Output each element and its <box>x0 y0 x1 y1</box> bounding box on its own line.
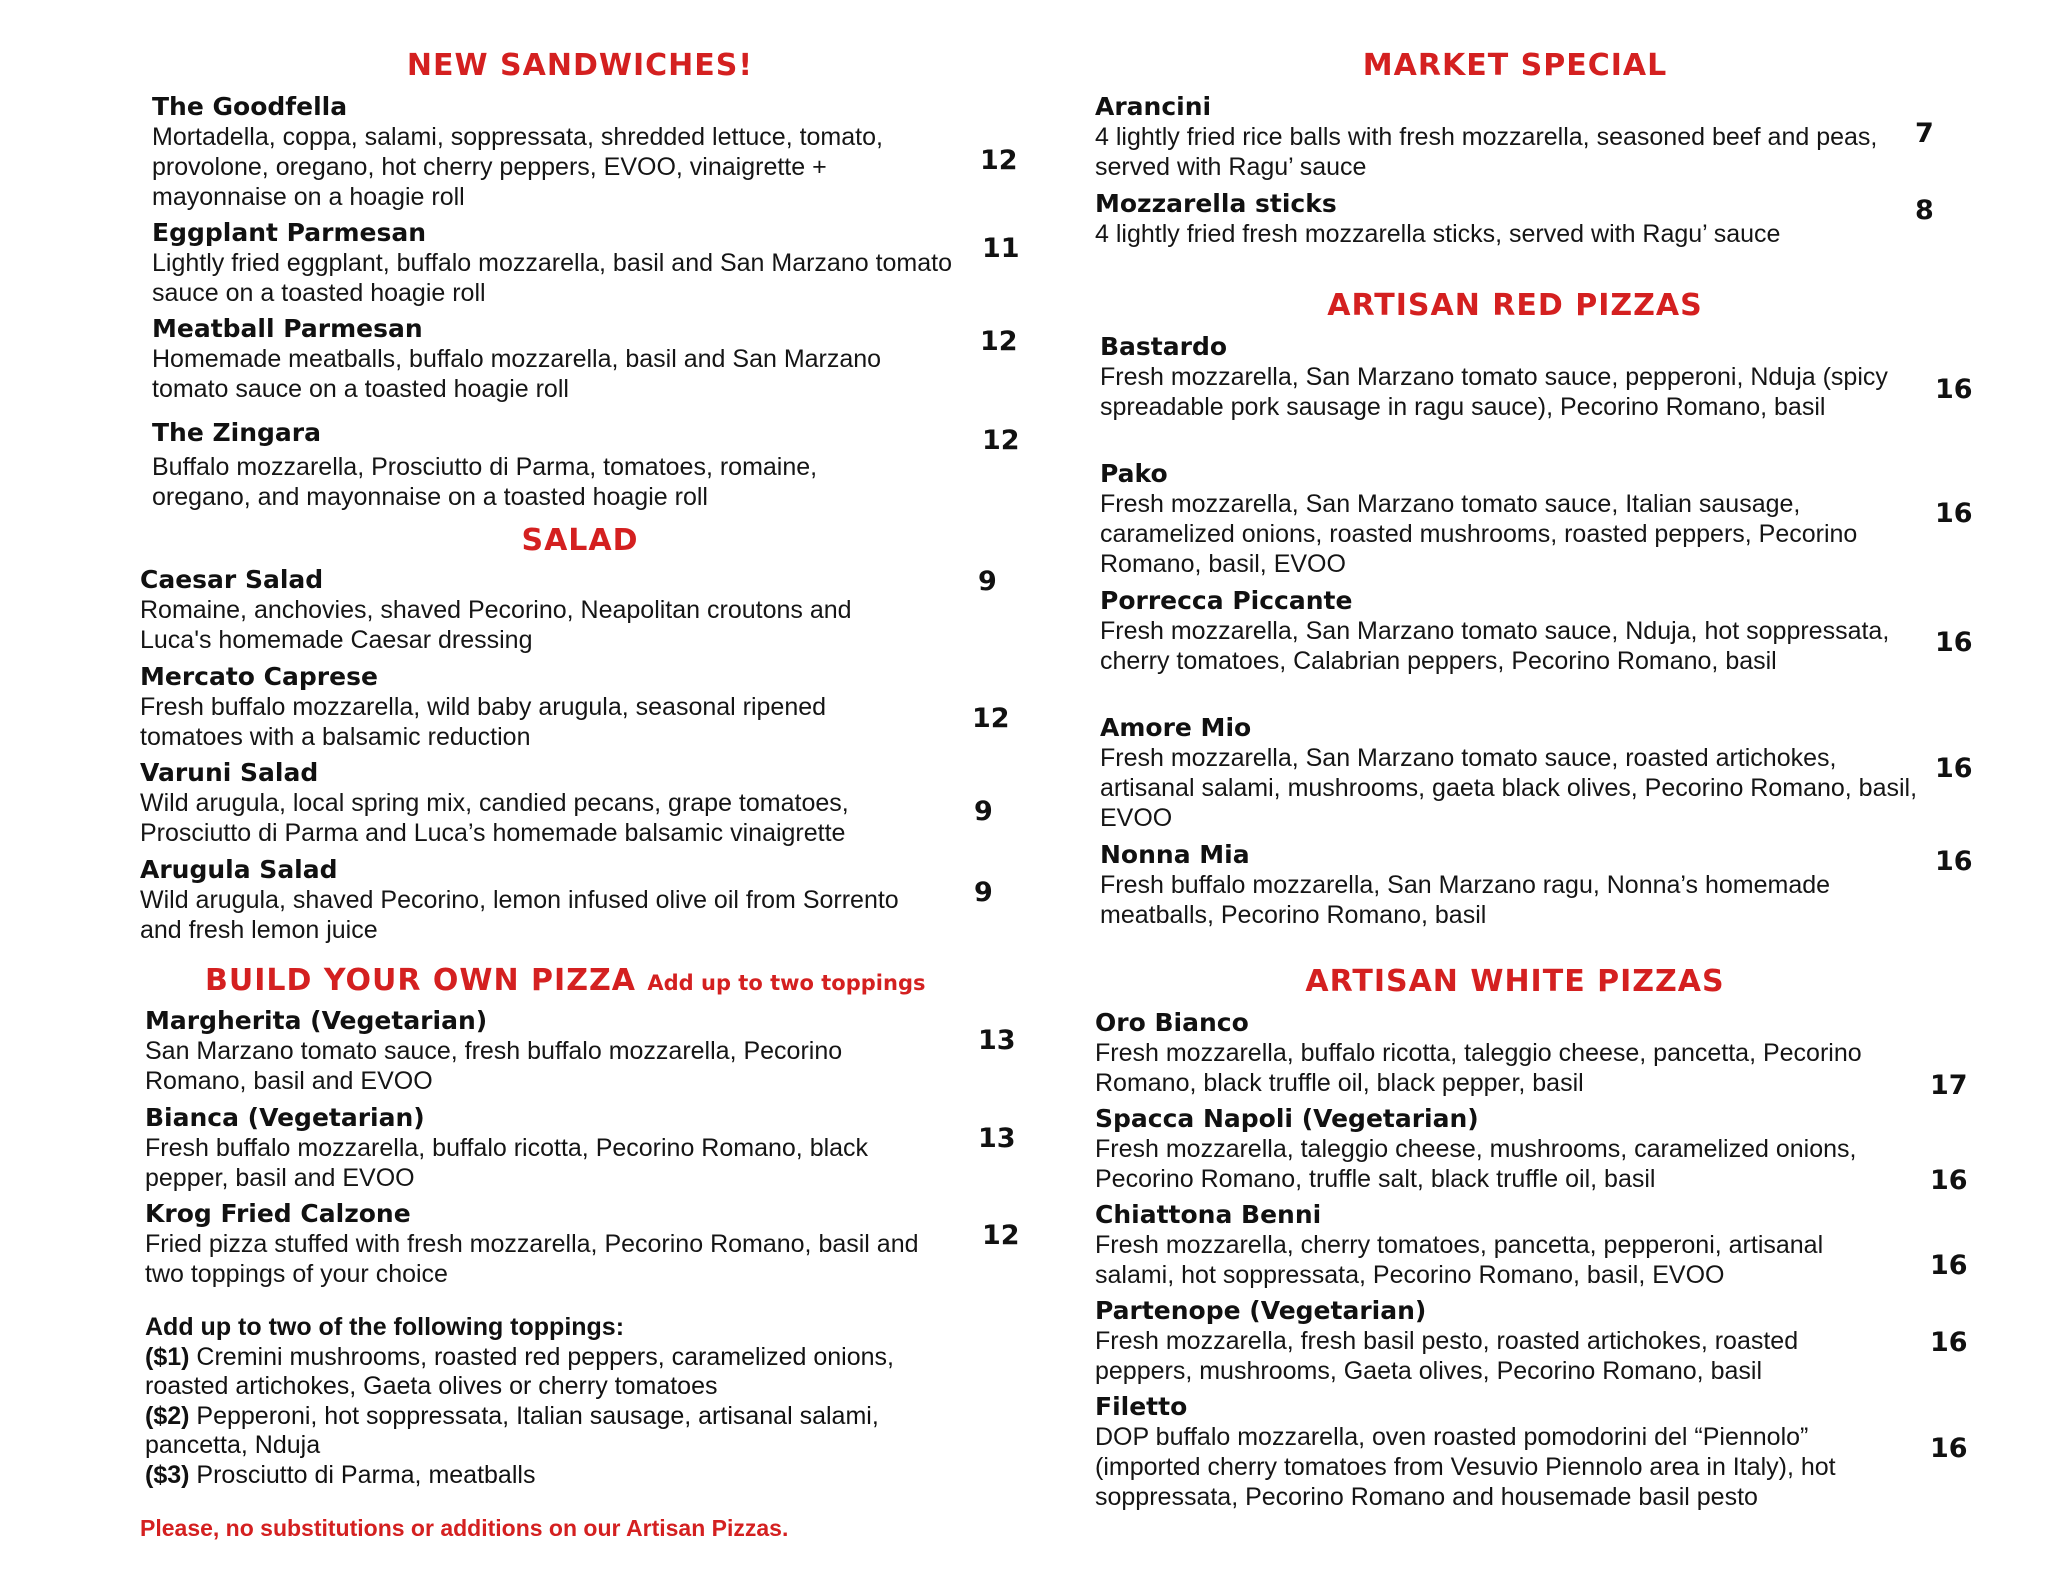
item-name: Arugula Salad <box>140 855 338 884</box>
item-name: Mozzarella sticks <box>1095 189 1337 218</box>
item-price: 16 <box>1935 498 1973 529</box>
item-price: 13 <box>978 1123 1016 1154</box>
menu-item <box>152 218 952 308</box>
item-description: DOP buffalo mozzarella, oven roasted pomodorini del “Piennolo” (imported cherry tomatoes from Vesuvio Piennolo area in Italy), hot soppressata, Pecorino Romano and housemade basil pesto <box>1095 1423 1836 1511</box>
menu-item <box>1095 1296 1875 1386</box>
topping-price: ($3) <box>145 1460 190 1489</box>
item-description: Homemade meatballs, buffalo mozzarella, basil and San Marzano tomato sauce on a toasted hoagie roll <box>152 345 882 403</box>
menu-item <box>1100 840 1880 930</box>
item-name: Chiattona Benni <box>1095 1200 1322 1229</box>
item-price: 13 <box>978 1025 1016 1056</box>
red-pizzas-heading: ARTISAN RED PIZZAS <box>1327 288 1703 323</box>
menu-item <box>140 565 920 655</box>
item-price: 9 <box>974 877 993 908</box>
white-pizzas-heading: ARTISAN WHITE PIZZAS <box>1305 964 1725 999</box>
menu-item <box>1100 713 1920 833</box>
build-pizza-title: BUILD YOUR OWN PIZZA <box>205 963 636 998</box>
item-price: 12 <box>980 326 1018 357</box>
menu-item <box>1100 459 1920 579</box>
item-description: Fresh buffalo mozzarella, San Marzano ragu, Nonna’s homemade meatballs, Pecorino Romano, basil <box>1100 871 1831 929</box>
item-description: 4 lightly fried fresh mozzarella sticks, served with Ragu’ sauce <box>1095 220 1781 248</box>
item-name: Arancini <box>1095 92 1212 121</box>
item-name: Eggplant Parmesan <box>152 218 427 247</box>
item-name: Porrecca Piccante <box>1100 586 1353 615</box>
topping-options: Pepperoni, hot soppressata, Italian sausage, artisanal salami, pancetta, Nduja <box>145 1401 879 1459</box>
item-description: Fresh mozzarella, San Marzano tomato sauce, pepperoni, Nduja (spicy spreadable pork sausage in ragu sauce), Pecorino Romano, basil <box>1100 363 1888 421</box>
item-description: Wild arugula, shaved Pecorino, lemon infused olive oil from Sorrento and fresh lemon juice <box>140 886 899 944</box>
item-description: Fresh mozzarella, San Marzano tomato sauce, Italian sausage, caramelized onions, roasted mushrooms, roasted peppers, Pecorino Romano, basil, EVOO <box>1100 490 1858 578</box>
menu-item <box>1095 1392 1865 1512</box>
build-pizza-subtitle: Add up to two toppings <box>647 971 926 995</box>
item-price: 17 <box>1930 1070 1968 1101</box>
item-name: Partenope (Vegetarian) <box>1095 1296 1427 1325</box>
item-price: 16 <box>1935 753 1973 784</box>
item-description: Fried pizza stuffed with fresh mozzarella, Pecorino Romano, basil and two toppings of your choice <box>145 1230 919 1288</box>
menu-item <box>152 92 962 212</box>
item-description: Fresh mozzarella, San Marzano tomato sauce, roasted artichokes, artisanal salami, mushrooms, gaeta black olives, Pecorino Romano, basil, EVOO <box>1100 744 1918 832</box>
item-description: Fresh mozzarella, fresh basil pesto, roasted artichokes, roasted peppers, mushrooms, Gaeta olives, Pecorino Romano, basil <box>1095 1327 1799 1385</box>
item-price: 16 <box>1930 1250 1968 1281</box>
topping-options: Prosciutto di Parma, meatballs <box>196 1460 536 1489</box>
item-description: San Marzano tomato sauce, fresh buffalo mozzarella, Pecorino Romano, basil and EVOO <box>145 1037 843 1095</box>
item-description: Mortadella, coppa, salami, soppressata, shredded lettuce, tomato, provolone, oregano, hot cherry peppers, EVOO, vinaigrette + mayonnaise on a hoagie roll <box>152 123 883 211</box>
topping-tier <box>145 1461 935 1491</box>
item-price: 11 <box>982 233 1020 264</box>
toppings-heading: Add up to two of the following toppings: <box>145 1313 625 1341</box>
menu-item <box>140 758 930 848</box>
item-price: 16 <box>1930 1327 1968 1358</box>
item-name: Filetto <box>1095 1392 1188 1421</box>
topping-tier <box>145 1343 935 1402</box>
menu-item <box>145 1199 935 1289</box>
item-price: 12 <box>980 145 1018 176</box>
item-description: Fresh mozzarella, taleggio cheese, mushrooms, caramelized onions, Pecorino Romano, truffle salt, black truffle oil, basil <box>1095 1135 1857 1193</box>
menu-item <box>145 1103 925 1193</box>
item-name: Bastardo <box>1100 332 1228 361</box>
item-name: Oro Bianco <box>1095 1008 1249 1037</box>
build-pizza-heading <box>205 963 925 998</box>
menu-item <box>145 1006 925 1096</box>
sandwiches-heading: NEW SANDWICHES! <box>406 48 754 83</box>
item-name: The Goodfella <box>152 92 348 121</box>
item-description: Romaine, anchovies, shaved Pecorino, Neapolitan croutons and Luca's homemade Caesar dressing <box>140 596 852 654</box>
item-description: Fresh mozzarella, buffalo ricotta, taleggio cheese, pancetta, Pecorino Romano, black truffle oil, black pepper, basil <box>1095 1039 1862 1097</box>
item-description: Fresh mozzarella, cherry tomatoes, pancetta, pepperoni, artisanal salami, hot soppressata, Pecorino Romano, basil, EVOO <box>1095 1231 1824 1289</box>
item-name: Meatball Parmesan <box>152 314 423 343</box>
item-name: Spacca Napoli (Vegetarian) <box>1095 1104 1479 1133</box>
item-price: 16 <box>1930 1433 1968 1464</box>
item-price: 16 <box>1935 374 1973 405</box>
no-substitutions-note: Please, no substitutions or additions on our Artisan Pizzas. <box>140 1515 789 1541</box>
item-description: Buffalo mozzarella, Prosciutto di Parma, tomatoes, romaine, oregano, and mayonnaise on a toasted hoagie roll <box>152 453 818 511</box>
salad-heading: SALAD <box>521 523 639 558</box>
toppings-list <box>145 1313 935 1490</box>
menu-item <box>1100 332 1910 422</box>
item-price: 9 <box>978 566 997 597</box>
item-name: Bianca (Vegetarian) <box>145 1103 425 1132</box>
item-price: 8 <box>1915 195 1934 226</box>
topping-options: Cremini mushrooms, roasted red peppers, caramelized onions, roasted artichokes, Gaeta olives or cherry tomatoes <box>145 1342 894 1400</box>
item-description: Lightly fried eggplant, buffalo mozzarella, basil and San Marzano tomato sauce on a toasted hoagie roll <box>152 249 953 307</box>
item-name: Krog Fried Calzone <box>145 1199 411 1228</box>
item-price: 16 <box>1935 627 1973 658</box>
item-description: Fresh buffalo mozzarella, wild baby arugula, seasonal ripened tomatoes with a balsamic reduction <box>140 693 827 751</box>
item-name: Mercato Caprese <box>140 662 378 691</box>
item-price: 16 <box>1935 846 1973 877</box>
item-price: 16 <box>1930 1165 1968 1196</box>
topping-tier <box>145 1402 935 1461</box>
menu-item <box>1095 189 1895 249</box>
menu-item <box>152 314 952 404</box>
item-name: Pako <box>1100 459 1168 488</box>
menu-item <box>140 662 900 752</box>
item-price: 12 <box>982 1220 1020 1251</box>
menu-item <box>152 418 912 512</box>
item-price: 9 <box>974 796 993 827</box>
menu-item <box>1095 1104 1875 1194</box>
item-description: Wild arugula, local spring mix, candied pecans, grape tomatoes, Prosciutto di Parma and Luca’s homemade balsamic vinaigrette <box>140 789 849 847</box>
item-description: Fresh mozzarella, San Marzano tomato sauce, Nduja, hot soppressata, cherry tomatoes, Calabrian peppers, Pecorino Romano, basil <box>1100 617 1890 675</box>
item-price: 12 <box>982 425 1020 456</box>
topping-price: ($1) <box>145 1342 190 1371</box>
item-price: 7 <box>1915 118 1934 149</box>
market-heading: MARKET SPECIAL <box>1362 48 1668 83</box>
item-price: 12 <box>972 703 1010 734</box>
menu-item <box>1100 586 1930 676</box>
menu-item <box>1095 1008 1875 1098</box>
item-name: Nonna Mia <box>1100 840 1250 869</box>
menu-item <box>140 855 900 945</box>
item-name: Margherita (Vegetarian) <box>145 1006 488 1035</box>
item-name: Amore Mio <box>1100 713 1252 742</box>
topping-price: ($2) <box>145 1401 190 1430</box>
item-description: 4 lightly fried rice balls with fresh mozzarella, seasoned beef and peas, served with Ragu’ sauce <box>1095 123 1878 181</box>
item-name: Varuni Salad <box>140 758 319 787</box>
item-description: Fresh buffalo mozzarella, buffalo ricotta, Pecorino Romano, black pepper, basil and EVOO <box>145 1134 869 1192</box>
menu-item <box>1095 1200 1895 1290</box>
menu-item <box>1095 92 1895 182</box>
item-name: The Zingara <box>152 418 321 447</box>
item-name: Caesar Salad <box>140 565 324 594</box>
